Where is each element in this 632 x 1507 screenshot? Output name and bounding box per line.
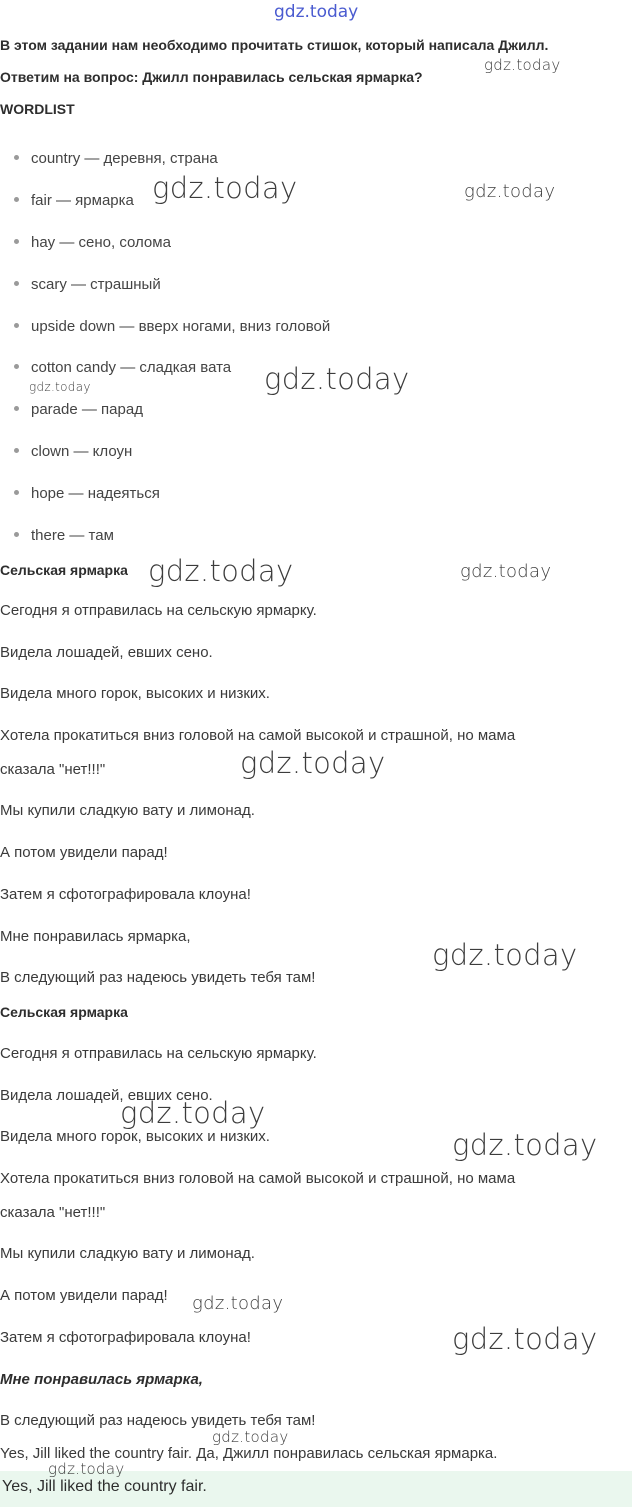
watermark: gdz.today xyxy=(240,746,386,780)
list-item: there — там xyxy=(14,526,114,546)
bullet-icon xyxy=(14,406,19,411)
watermark: gdz.today xyxy=(264,362,410,396)
poem-line: Хотела прокатиться вниз головой на самой высокой и страшной, но мама xyxy=(0,1170,516,1187)
bullet-icon xyxy=(14,197,19,202)
poem-line: Сегодня я отправилась на сельскую ярмарку. xyxy=(0,1045,317,1062)
poem-line: А потом увидели парад! xyxy=(0,844,168,861)
poem-line: Видела лошадей, евших сено. xyxy=(0,1087,213,1104)
list-item: country — деревня, страна xyxy=(14,149,218,169)
watermark: gdz.today xyxy=(192,1293,284,1314)
poem-line: Мы купили сладкую вату и лимонад. xyxy=(0,802,255,819)
poem-line: Мы купили сладкую вату и лимонад. xyxy=(0,1245,255,1262)
list-item: parade — парад xyxy=(14,400,143,420)
list-item: hope — надеяться xyxy=(14,484,160,504)
watermark: gdz.today xyxy=(464,181,556,202)
bullet-icon xyxy=(14,490,19,495)
poem-line: Видела много горок, высоких и низких. xyxy=(0,1128,270,1145)
poem-line: Мне понравилась ярмарка, xyxy=(0,928,191,945)
watermark: gdz.today xyxy=(212,1428,289,1446)
poem-line: сказала "нет!!!" xyxy=(0,1204,106,1221)
list-item: cotton candy — сладкая вата xyxy=(14,358,231,378)
list-item: scary — страшный xyxy=(14,275,161,295)
poem-title: Сельская ярмарка xyxy=(0,1004,128,1020)
bullet-icon xyxy=(14,281,19,286)
watermark: gdz.today xyxy=(460,561,552,582)
poem-line: Видела много горок, высоких и низких. xyxy=(0,685,270,702)
question-text: Ответим на вопрос: Джилл понравилась сельская ярмарка? xyxy=(0,69,423,85)
watermark: gdz.today xyxy=(452,1322,598,1356)
list-item: upside down — вверх ногами, вниз головой xyxy=(14,317,330,337)
task-intro: В этом задании нам необходимо прочитать стишок, который написала Джилл. xyxy=(0,37,549,53)
poem-line: Видела лошадей, евших сено. xyxy=(0,644,213,661)
poem-line: Затем я сфотографировала клоуна! xyxy=(0,886,251,903)
bullet-icon xyxy=(14,448,19,453)
watermark: gdz.today xyxy=(29,380,91,394)
watermark: gdz.today xyxy=(120,1096,266,1130)
watermark: gdz.today xyxy=(148,554,294,588)
poem-line-emphasis: Мне понравилась ярмарка, xyxy=(0,1371,203,1388)
watermark: gdz.today xyxy=(152,171,298,205)
poem-line: Сегодня я отправилась на сельскую ярмарку. xyxy=(0,602,317,619)
list-item: hay — сено, солома xyxy=(14,233,171,253)
watermark-header: gdz.today xyxy=(274,2,359,22)
bullet-icon xyxy=(14,532,19,537)
answer-text: Yes, Jill liked the country fair. Да, Джилл понравилась сельская ярмарка. xyxy=(0,1445,498,1462)
poem-line: В следующий раз надеюсь увидеть тебя там! xyxy=(0,969,316,986)
watermark: gdz.today xyxy=(48,1460,125,1478)
bullet-icon xyxy=(14,239,19,244)
bullet-icon xyxy=(14,155,19,160)
list-item: fair — ярмарка xyxy=(14,191,134,211)
list-item: clown — клоун xyxy=(14,442,132,462)
poem-title: Сельская ярмарка xyxy=(0,562,128,578)
wordlist-heading: WORDLIST xyxy=(0,101,75,117)
watermark: gdz.today xyxy=(484,56,561,74)
bullet-icon xyxy=(14,323,19,328)
poem-line: А потом увидели парад! xyxy=(0,1287,168,1304)
watermark: gdz.today xyxy=(452,1128,598,1162)
answer-short: Yes, Jill liked the country fair. xyxy=(2,1478,207,1495)
poem-line: Хотела прокатиться вниз головой на самой высокой и страшной, но мама xyxy=(0,727,516,744)
poem-line: В следующий раз надеюсь увидеть тебя там! xyxy=(0,1412,316,1429)
poem-line: сказала "нет!!!" xyxy=(0,761,106,778)
poem-line: Затем я сфотографировала клоуна! xyxy=(0,1329,251,1346)
bullet-icon xyxy=(14,364,19,369)
watermark: gdz.today xyxy=(432,938,578,972)
